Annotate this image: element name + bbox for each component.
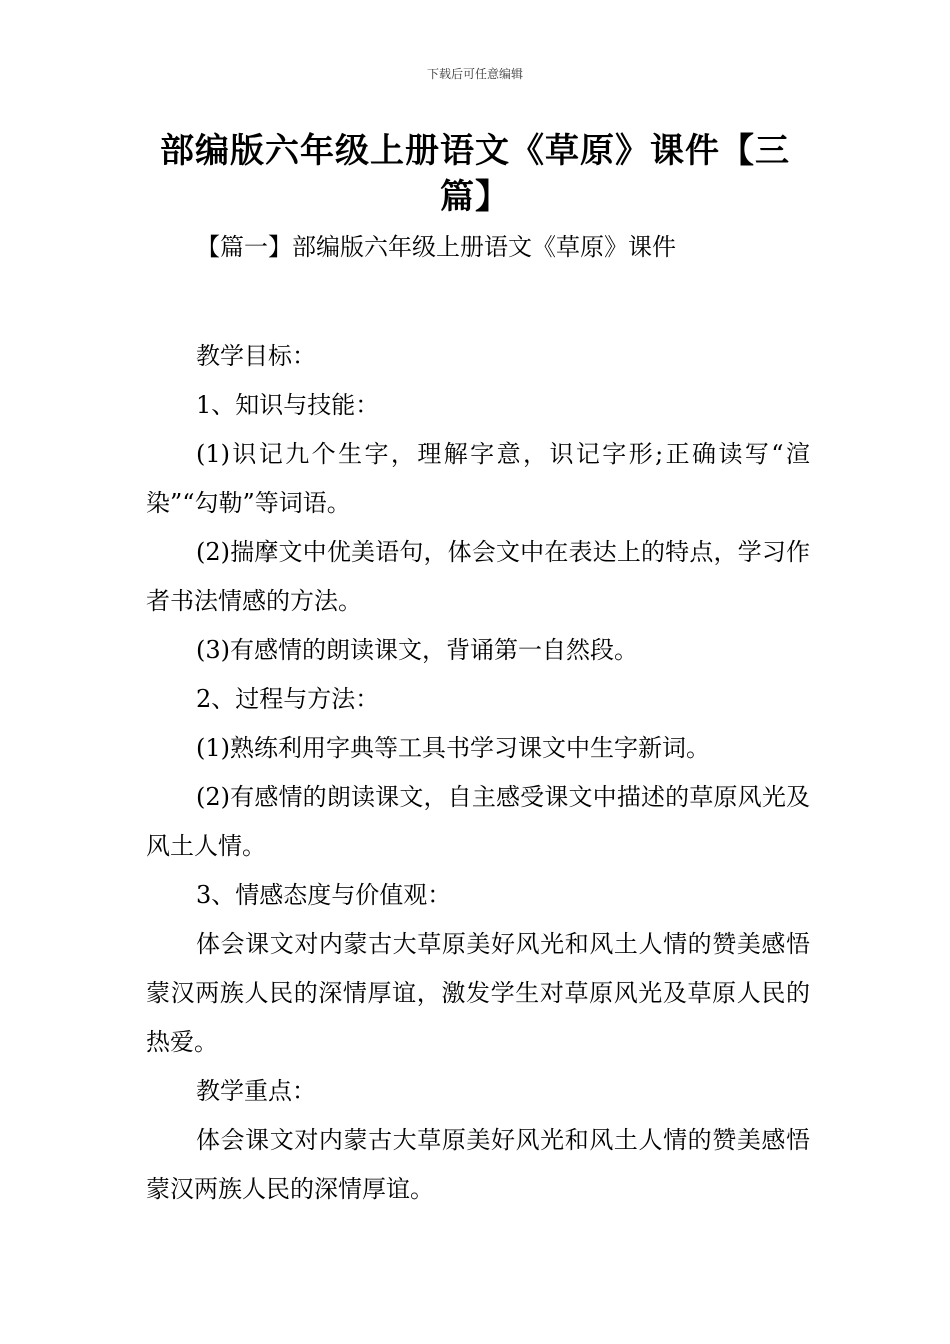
paragraph-teaching-focus: 教学重点： — [196, 1077, 316, 1105]
header-note: 下载后可任意编辑 — [426, 67, 523, 81]
document-title: 部编版六年级上册语文《草原》课件【三篇】 — [160, 131, 790, 217]
document-body — [146, 332, 810, 1214]
paragraph-item: 体会课文对内蒙古大草原美好风光和风土人情的赞美感悟蒙汉两族人民的深情厚谊。 — [146, 1126, 810, 1203]
section-subtitle: 【篇一】部编版六年级上册语文《草原》课件 — [196, 233, 676, 261]
paragraph-process-methods: 2、过程与方法： — [196, 685, 380, 713]
paragraph-item: (2)有感情的朗读课文，自主感受课文中描述的草原风光及风土人情。 — [146, 783, 810, 860]
paragraph-teaching-goals: 教学目标： — [196, 342, 316, 370]
paragraph-knowledge-skills: 1、知识与技能： — [196, 391, 380, 419]
paragraph-item: (1)熟练利用字典等工具书学习课文中生字新词。 — [196, 734, 710, 762]
paragraph-item: (1)识记九个生字，理解字意，识记字形;正确读写“渲染”“勾勒”等词语。 — [146, 440, 810, 517]
paragraph-emotion-values: 3、情感态度与价值观： — [196, 881, 452, 909]
paragraph-item: (3)有感情的朗读课文，背诵第一自然段。 — [196, 636, 638, 664]
paragraph-item: (2)揣摩文中优美语句，体会文中在表达上的特点，学习作者书法情感的方法。 — [146, 538, 810, 615]
paragraph-item: 体会课文对内蒙古大草原美好风光和风土人情的赞美感悟蒙汉两族人民的深情厚谊，激发学生对草原风光及草原人民的热爱。 — [146, 930, 810, 1056]
